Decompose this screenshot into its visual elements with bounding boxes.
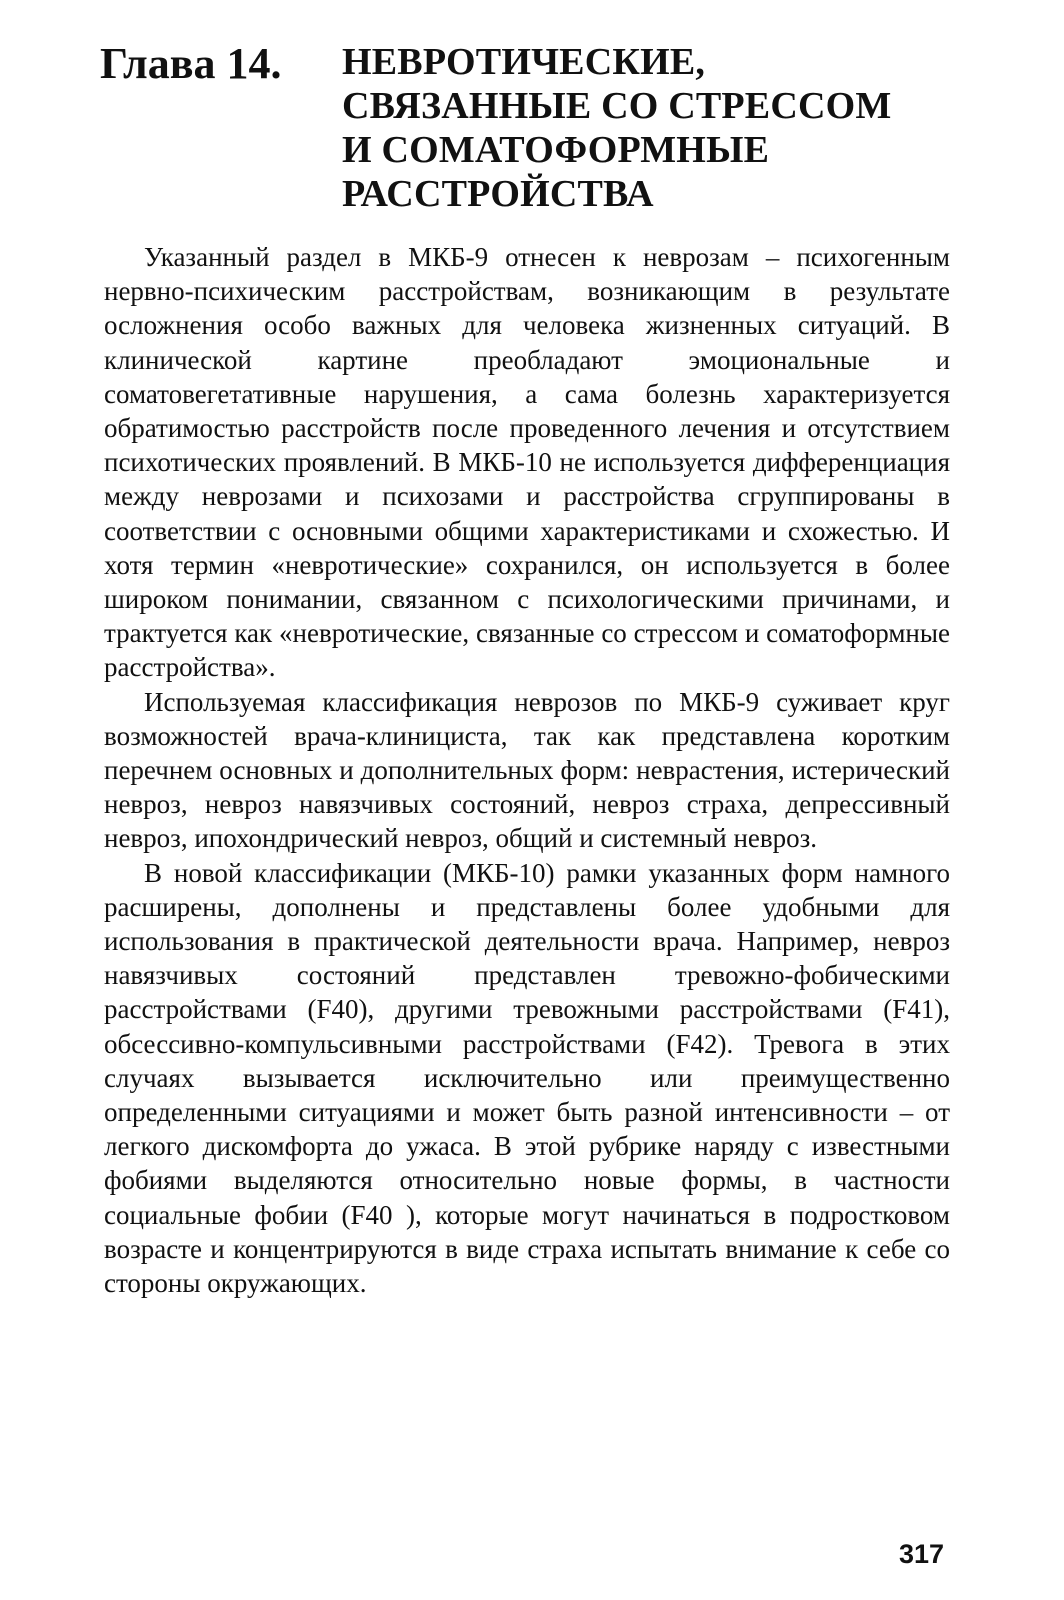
chapter-title-line: И СОМАТОФОРМНЫЕ bbox=[342, 129, 770, 171]
body-text bbox=[104, 240, 950, 1300]
chapter-title-line: РАССТРОЙСТВА bbox=[342, 173, 654, 215]
paragraph-icd9-neuroses: Указанный раздел в МКБ-9 отнесен к неврозам – психогенным нервно-психическим расстройствам, возникающим в результате осложнения особо важных для человека жизненных ситуаций. В клинической картине преобладают эмоциональные и соматовегетативные нарушения, а сама болезнь характеризуется обратимостью расстройств после проведенного лечения и отсутствием психотических проявлений. В МКБ-10 не используется дифференциация между неврозами и психозами и расстройства сгруппированы в соответствии с основными общими характеристиками и схожестью. И хотя термин «невротические» сохранился, он используется в более широком понимании, связанном с психологическими причинами, и трактуется как «невротические, связанные со стрессом и соматоформные расстройства». bbox=[104, 242, 950, 683]
chapter-title-line: НЕВРОТИЧЕСКИЕ, bbox=[342, 41, 706, 83]
page-number: 317 bbox=[898, 1539, 944, 1569]
paragraph-icd9-classification: Используемая классификация неврозов по МКБ-9 суживает круг возможностей врача-клинициста, так как представлена коротким перечнем основных и дополнительных форм: неврастения, истерический невроз, невроз навязчивых состояний, невроз страха, депрессивный невроз, ипохондрический невроз, общий и системный невроз. bbox=[104, 686, 950, 854]
chapter-title bbox=[342, 40, 942, 216]
chapter-label: Глава 14. bbox=[100, 39, 282, 88]
chapter-title-line: СВЯЗАННЫЕ СО СТРЕССОМ bbox=[342, 85, 892, 127]
paragraph-icd10-classification: В новой классификации (МКБ-10) рамки указанных форм намного расширены, дополнены и представлены более удобными для использования в практической деятельности врача. Например, невроз навязчивых состояний представлен тревожно-фобическими расстройствами (F40), другими тревожными расстройствами (F41), обсессивно-компульсивными расстройствами (F42). Тревога в этих случаях вызывается исключительно или преимущественно определенными ситуациями и может быть разной интенсивности – от легкого дискомфорта до ужаса. В этой рубрике наряду с известными фобиями выделяются относительно новые формы, в частности социальные фобии (F40 ), которые могут начинаться в подростковом возрасте и концентрируются в виде страха испытать внимание к себе со стороны окружающих. bbox=[104, 857, 950, 1299]
chapter-header bbox=[100, 40, 960, 220]
